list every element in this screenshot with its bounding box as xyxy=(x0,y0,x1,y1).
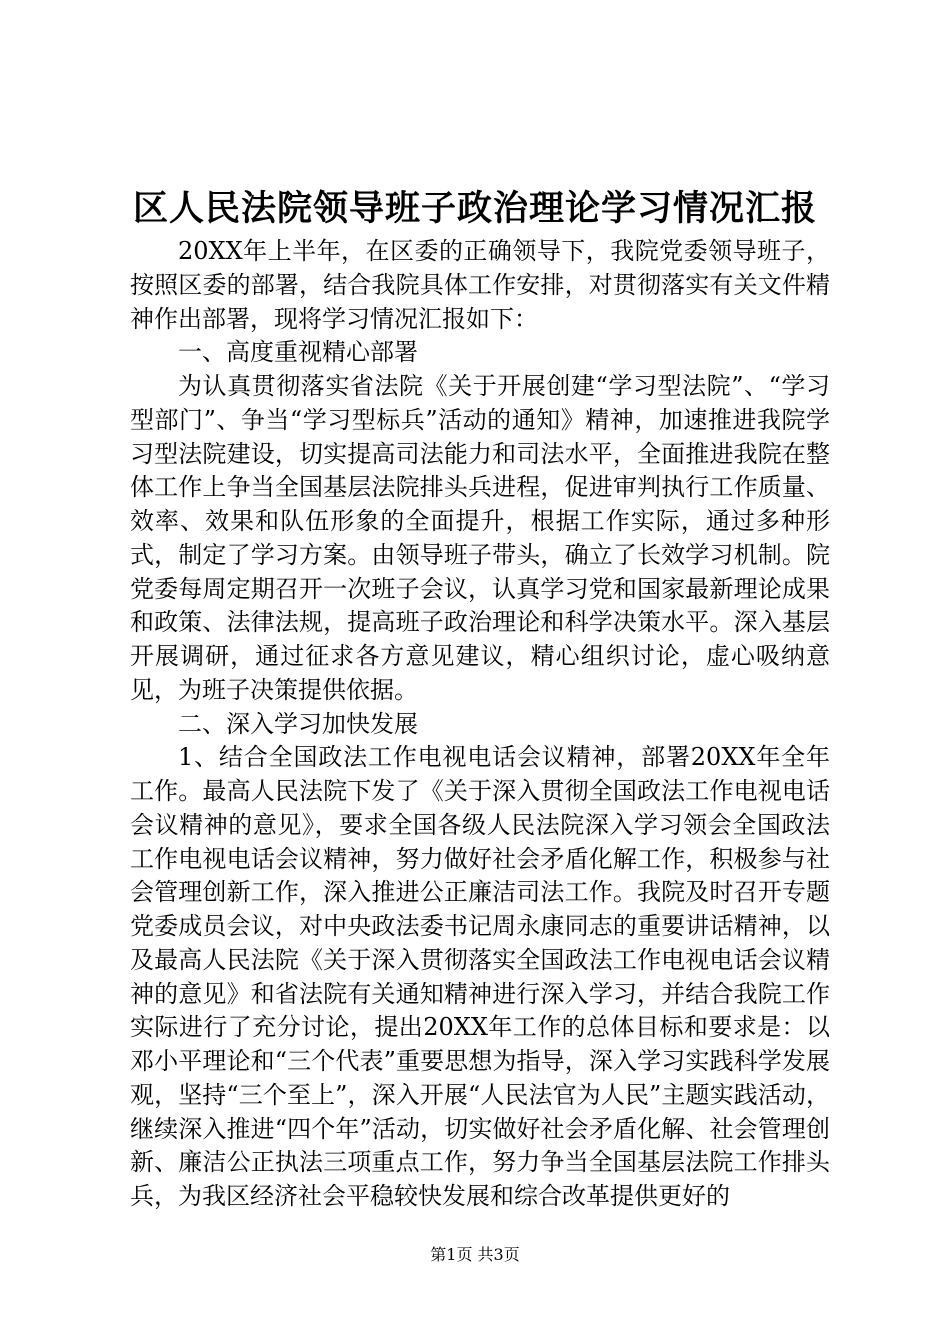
document-title: 区人民法院领导班子政治理论学习情况汇报 xyxy=(132,188,817,229)
section-2-paragraph: 1、结合全国政法工作电视电话会议精神，部署20XX年全年工作。最高人民法院下发了《关于深入贯彻全国政法工作电视电话会议精神的意见》，要求全国各级人民法院深入学习领会全国政法工作电视电话会议精神，努力做好社会矛盾化解工作，积极参与社会管理创新工作，深入推进公正廉洁司法工作。我院及时召开专题党委成员会议，对中央政法委书记周永康同志的重要讲话精神，以及最高人民法院《关于深入贯彻落实全国政法工作电视电话会议精神的意见》和省法院有关通知精神进行深入学习，并结合我院工作实际进行了充分讨论，提出20XX年工作的总体目标和要求是：以邓小平理论和“三个代表”重要思想为指导，深入学习实践科学发展观，坚持“三个至上”，深入开展“人民法官为人民”主题实践活动，继续深入推进“四个年”活动，切实做好社会矛盾化解、社会管理创新、廉洁公正执法三项重点工作，努力争当全国基层法院工作排头兵，为我区经济社会平稳较快发展和综合改革提供更好的 xyxy=(130,743,830,1210)
section-heading-2: 二、深入学习加快发展 xyxy=(178,709,418,738)
section-heading-1: 一、高度重视精心部署 xyxy=(178,338,418,367)
document-body xyxy=(130,235,830,1214)
intro-paragraph: 20XX年上半年，在区委的正确领导下，我院党委领导班子，按照区委的部署，结合我院具体工作安排，对贯彻落实有关文件精神作出部署，现将学习情况汇报如下： xyxy=(130,237,830,333)
section-1-paragraph: 为认真贯彻落实省法院《关于开展创建“学习型法院”、“学习型部门”、争当“学习型标兵”活动的通知》精神，加速推进我院学习型法院建设，切实提高司法能力和司法水平，全面推进我院在整体工作上争当全国基层法院排头兵进程，促进审判执行工作质量、效率、效果和队伍形象的全面提升，根据工作实际，通过多种形式，制定了学习方案。由领导班子带头，确立了长效学习机制。院党委每周定期召开一次班子会议，认真学习党和国家最新理论成果和政策、法律法规，提高班子政治理论和科学决策水平。深入基层开展调研，通过征求各方意见建议，精心组织讨论，虚心吸纳意见，为班子决策提供依据。 xyxy=(130,372,830,704)
page-footer: 第1页 共3页 xyxy=(430,1245,520,1264)
